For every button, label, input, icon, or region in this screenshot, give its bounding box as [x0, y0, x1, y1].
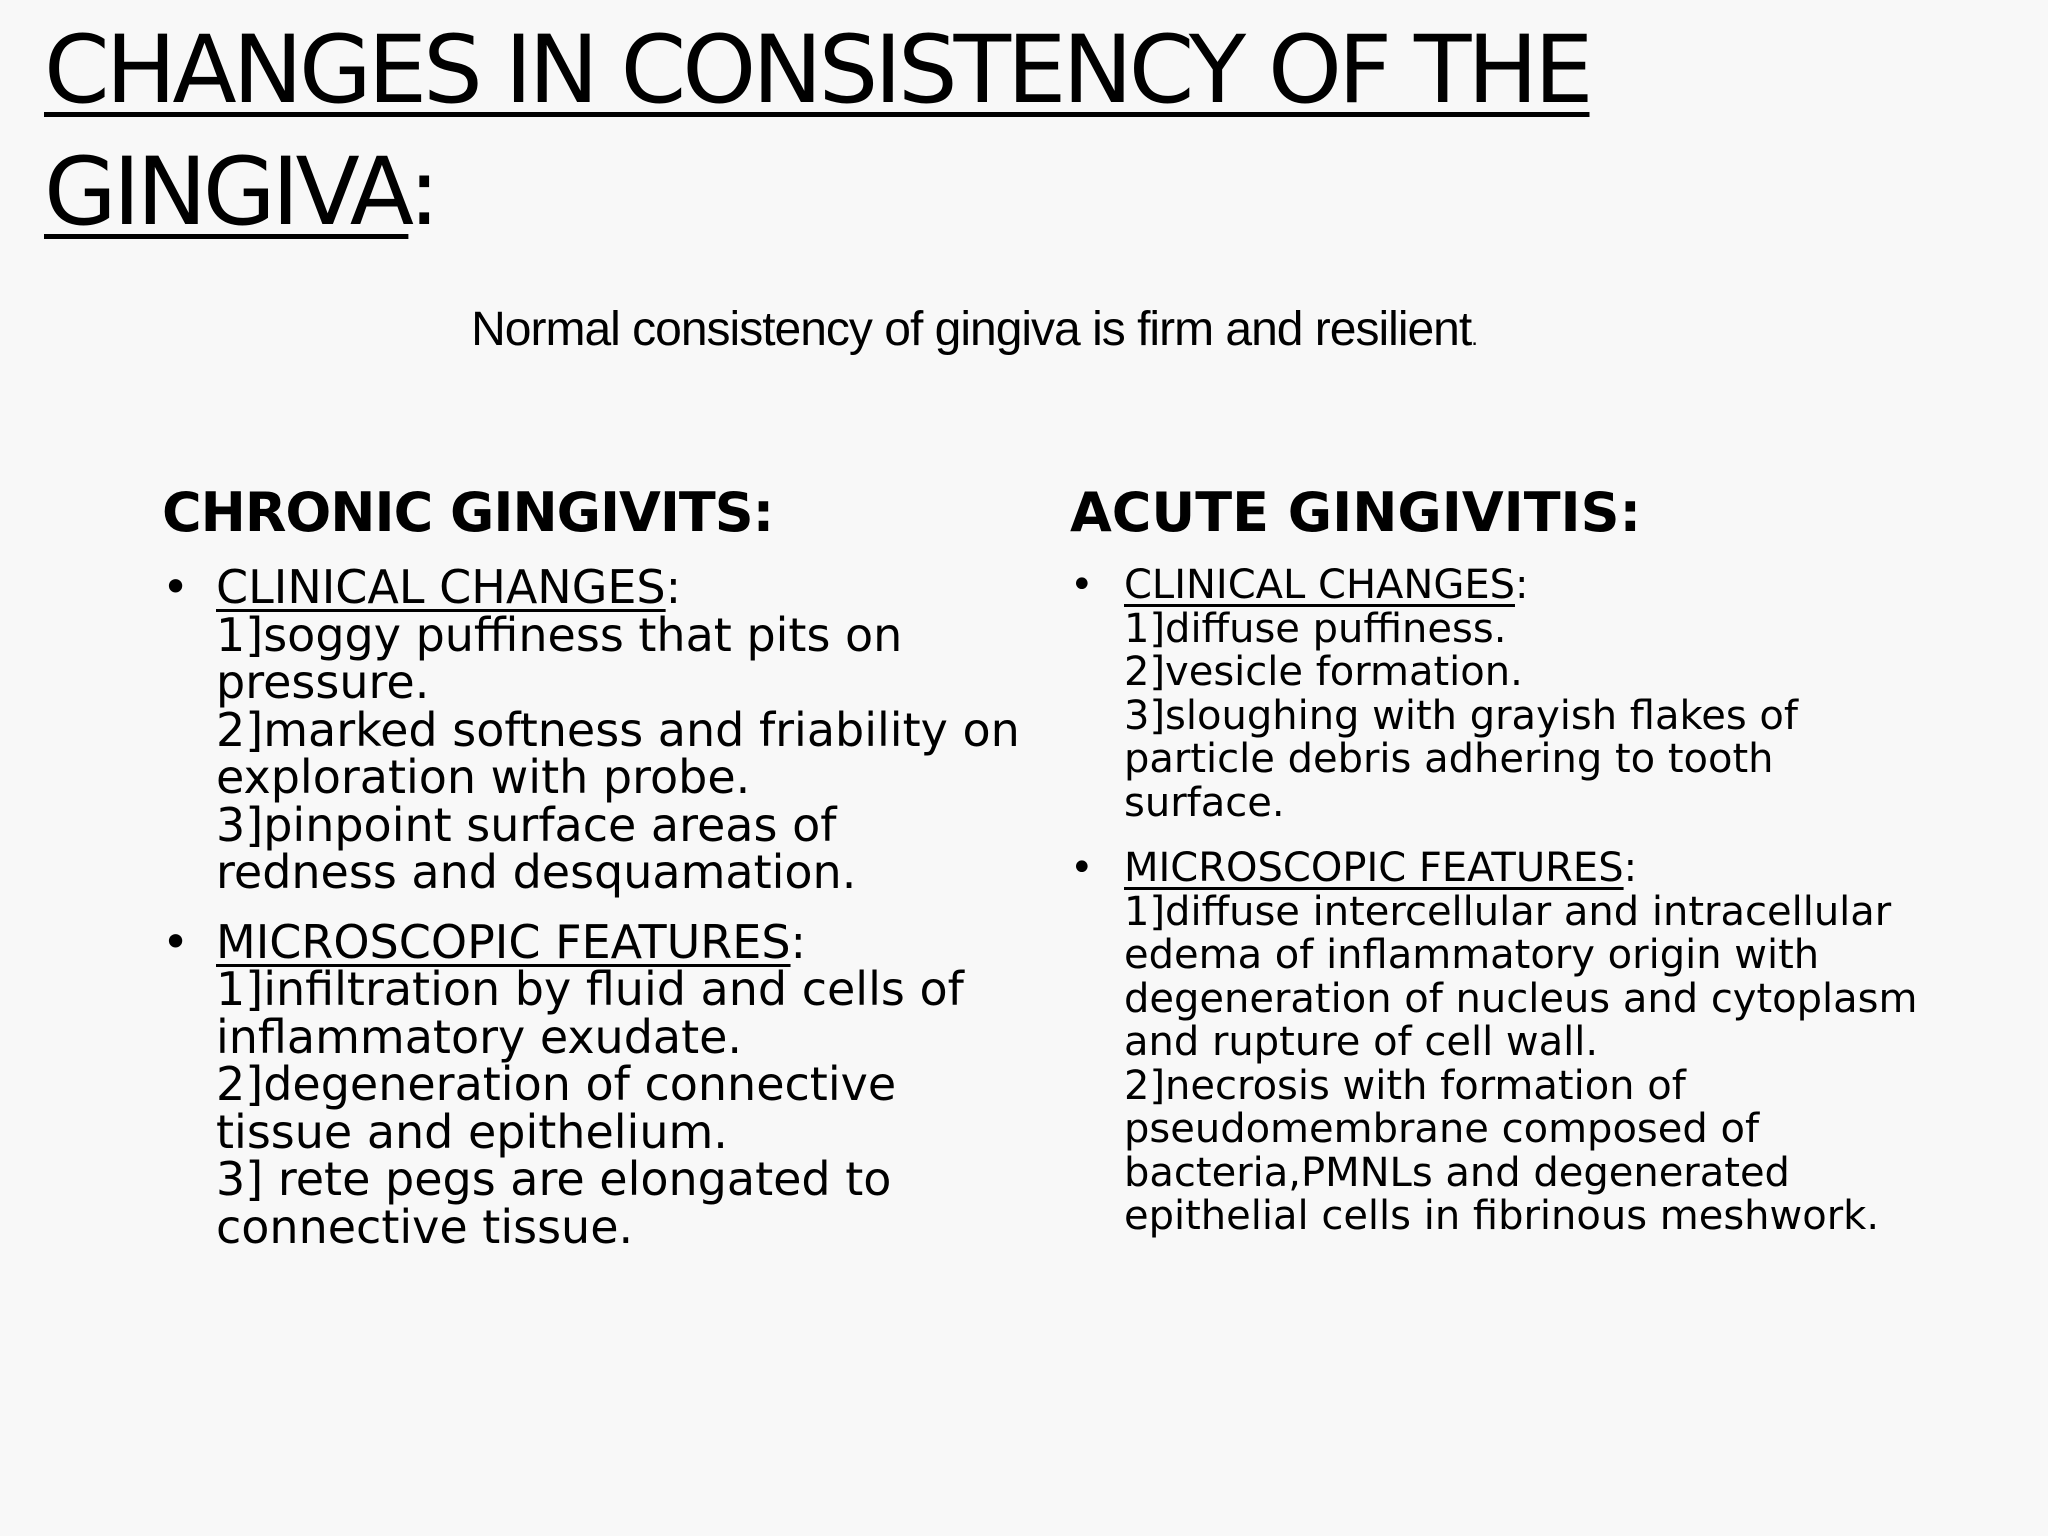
title-line-1: CHANGES IN CONSISTENCY OF THE [44, 16, 1590, 125]
chronic-clinical-item: 3]pinpoint surface areas of redness and desquamation. [216, 797, 857, 899]
title-line-2: GINGIVA [44, 138, 409, 247]
slide-title [44, 10, 1744, 254]
chronic-clinical-changes [162, 560, 1022, 899]
chronic-clinical-label: CLINICAL CHANGES: [216, 560, 682, 614]
acute-clinical-item: 3]sloughing with grayish flakes of particle debris adhering to tooth surface. [1124, 692, 1798, 826]
chronic-bullet-list [162, 560, 1022, 1254]
acute-bullet-list [1070, 564, 1930, 1239]
bullet-icon: • [1070, 845, 1094, 891]
acute-heading: ACUTE GINGIVITIS: [1070, 481, 1642, 544]
acute-microscopic-label: MICROSCOPIC FEATURES: [1124, 845, 1638, 891]
chronic-gingivitis-column [162, 478, 1022, 1273]
chronic-microscopic-features [162, 914, 1022, 1254]
subtitle [0, 300, 1948, 368]
subtitle-text: Normal consistency of gingiva is firm and resilient [471, 303, 1472, 356]
acute-clinical-changes [1070, 564, 1930, 825]
acute-clinical-label: CLINICAL CHANGES: [1124, 562, 1529, 608]
chronic-heading: CHRONIC GINGIVITS: [162, 481, 774, 544]
acute-microscopic-features [1070, 847, 1930, 1239]
acute-gingivitis-column [1070, 478, 1930, 1261]
title-colon: : [408, 138, 437, 247]
acute-clinical-item: 1]diffuse puffiness. [1124, 605, 1507, 652]
acute-clinical-item: 2]vesicle formation. [1124, 649, 1523, 695]
chronic-microscopic-item: 2]degeneration of connective tissue and epithelium. [216, 1057, 897, 1159]
chronic-clinical-item: 1]soggy puffiness that pits on pressure. [216, 607, 903, 709]
bullet-icon: • [162, 914, 190, 969]
chronic-microscopic-label: MICROSCOPIC FEATURES: [216, 914, 807, 969]
bullet-icon: • [1070, 562, 1094, 608]
chronic-clinical-item: 2]marked softness and friability on exploration with probe. [216, 702, 1020, 804]
chronic-microscopic-item: 1]infiltration by fluid and cells of inflammatory exudate. [216, 962, 964, 1064]
chronic-microscopic-item: 3] rete pegs are elongated to connective tissue. [216, 1152, 892, 1254]
acute-microscopic-item: 2]necrosis with formation of pseudomembrane composed of bacteria,PMNLs and degenerated epithelial cells in fibrinous meshwork. [1124, 1062, 1880, 1239]
subtitle-dot: . [1471, 324, 1477, 351]
acute-microscopic-item: 1]diffuse intercellular and intracellular edema of inflammatory origin with degeneration of nucleus and cytoplasm and rupture of cell wall. [1124, 888, 1918, 1065]
bullet-icon: • [162, 560, 190, 614]
